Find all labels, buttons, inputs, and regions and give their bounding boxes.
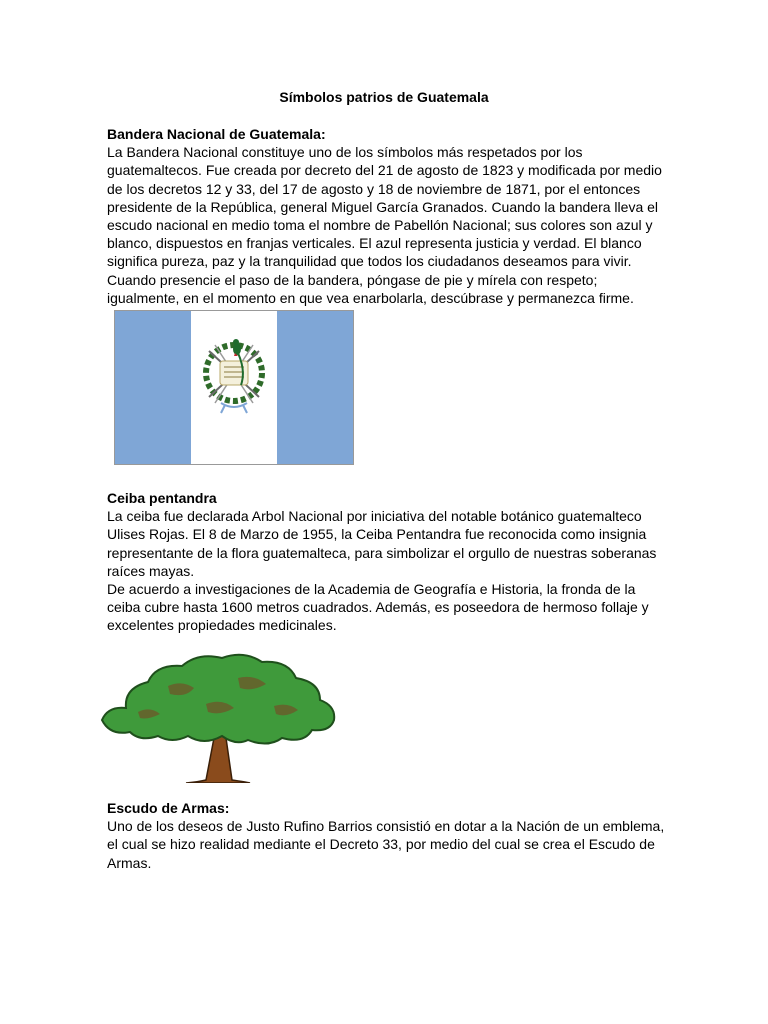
flag-band-right	[277, 311, 353, 464]
paragraph-ceiba-2: De acuerdo a investigaciones de la Academia de Geografía e Historia, la fronda de la ceiba cubre hasta 1600 metros cuadrados. Además, es poseedora de hermoso follaje y excelentes propiedades medicinales.	[107, 581, 649, 634]
section-bandera	[107, 125, 667, 307]
page-title: Símbolos patrios de Guatemala	[279, 89, 489, 105]
flag-band-left	[115, 311, 191, 464]
guatemala-flag-icon	[114, 310, 354, 465]
section-escudo	[107, 799, 667, 872]
section-heading-bandera: Bandera Nacional de Guatemala:	[107, 126, 326, 142]
paragraph-bandera: La Bandera Nacional constituye uno de los símbolos más respetados por los guatemaltecos. Fue creada por decreto del 21 de agosto de 1823 y modificada por medio de los decretos 12 y 33, del 17 de agosto y 18 de noviembre de 1871, por el entonces presidente de la República, general Miguel García Granados. Cuando la bandera lleva el escudo nacional en medio toma el nombre de Pabellón Nacional; sus colores son azul y blanco, dispuestos en franjas verticales. El azul representa justicia y verdad. El blanco significa pureza, paz y la tranquilidad que todos los ciudadanos deseamos para vivir. Cuando presencie el paso de la bandera, póngase de pie y mírela con respeto; igualmente, en el momento en que vea enarbolarla, descúbrase y permanezca firme.	[107, 144, 662, 306]
coat-of-arms-icon	[191, 311, 277, 464]
section-heading-ceiba: Ceiba pentandra	[107, 490, 217, 506]
ceiba-tree-icon	[98, 648, 338, 783]
paragraph-escudo: Uno de los deseos de Justo Rufino Barrios consistió en dotar a la Nación de un emblema, el cual se hizo realidad mediante el Decreto 33, por medio del cual se crea el Escudo de Armas.	[107, 818, 665, 871]
flag-band-center	[191, 311, 277, 464]
section-ceiba	[107, 489, 667, 635]
paragraph-ceiba-1: La ceiba fue declarada Arbol Nacional por iniciativa del notable botánico guatemalteco Ulises Rojas. El 8 de Marzo de 1955, la Ceiba Pentandra fue reconocida como insignia representante de la flora guatemalteca, para simbolizar el orgullo de nuestras soberanas raíces mayas.	[107, 508, 657, 579]
section-heading-escudo: Escudo de Armas:	[107, 800, 230, 816]
